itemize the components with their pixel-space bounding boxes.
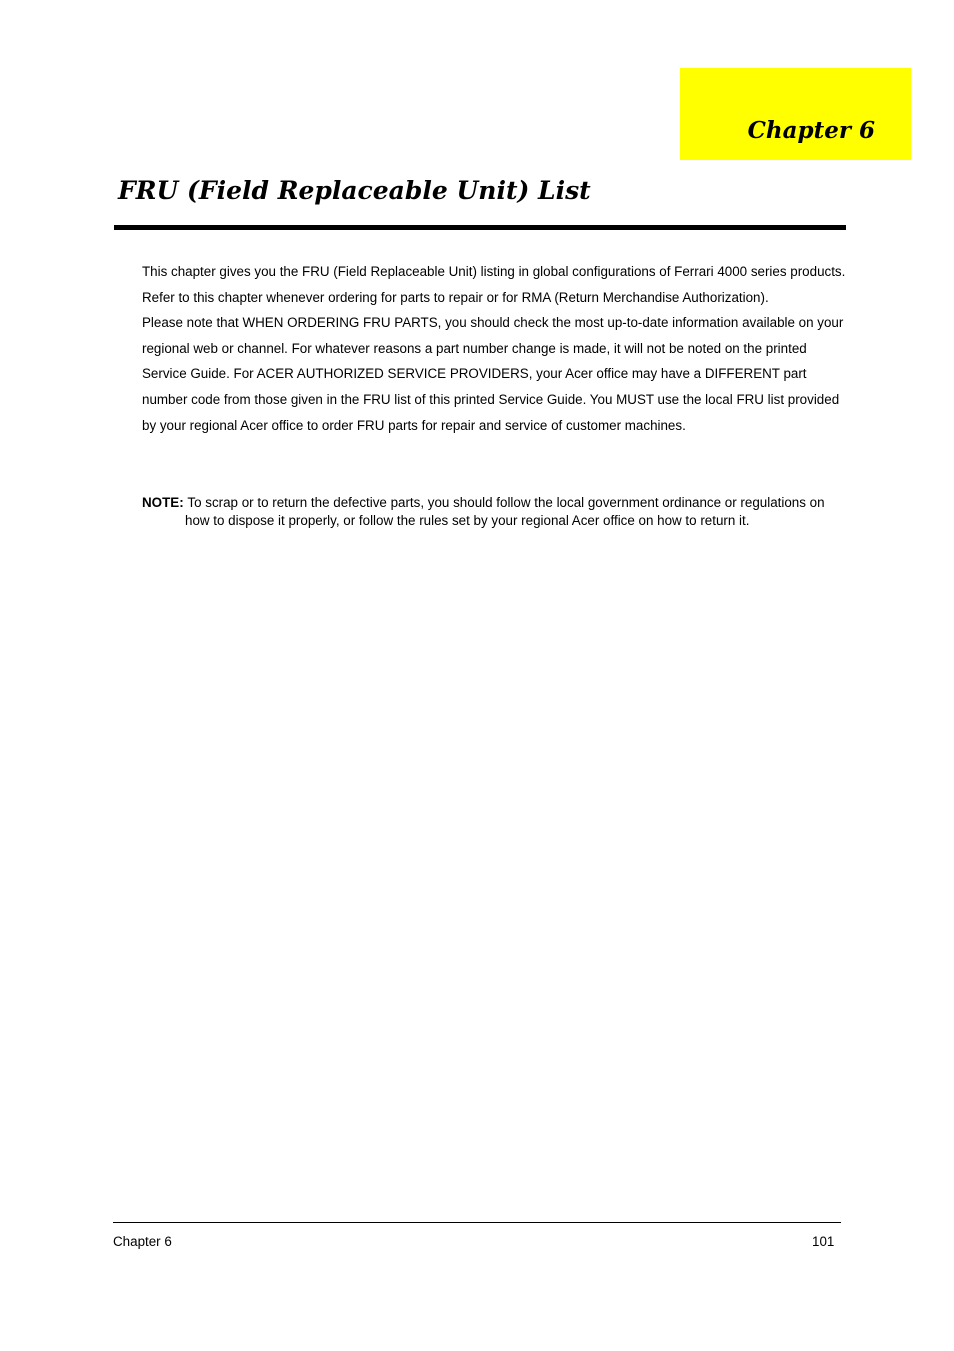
chapter-label: Chapter 6 xyxy=(747,117,875,144)
note-label: NOTE: xyxy=(142,495,188,510)
intro-paragraph: This chapter gives you the FRU (Field Replaceable Unit) listing in global configurations of Ferrari 4000 series products. Refer to this chapter whenever ordering for parts to repair or for RMA (Return Merchandise Authorization). xyxy=(142,264,846,305)
footer-divider xyxy=(113,1222,841,1223)
page-number: 101 xyxy=(812,1234,835,1249)
footer-chapter: Chapter 6 xyxy=(113,1234,172,1249)
note-block xyxy=(142,494,847,529)
body-text xyxy=(142,259,847,438)
chapter-banner xyxy=(680,68,911,160)
note-text: To scrap or to return the defective parts, you should follow the local government ordinance or regulations on how to dispose it properly, or follow the rules set by your regional Acer office on how to return it. xyxy=(185,495,825,528)
title-divider xyxy=(114,225,846,230)
page-title: FRU (Field Replaceable Unit) List xyxy=(118,176,591,205)
ordering-paragraph: Please note that WHEN ORDERING FRU PARTS, you should check the most up-to-date information available on your regional web or channel. For whatever reasons a part number change is made, it will not be noted on the printed Service Guide. For ACER AUTHORIZED SERVICE PROVIDERS, your Acer office may have a DIFFERENT part number code from those given in the FRU list of this printed Service Guide. You MUST use the local FRU list provided by your regional Acer office to order FRU parts for repair and service of customer machines. xyxy=(142,315,844,433)
